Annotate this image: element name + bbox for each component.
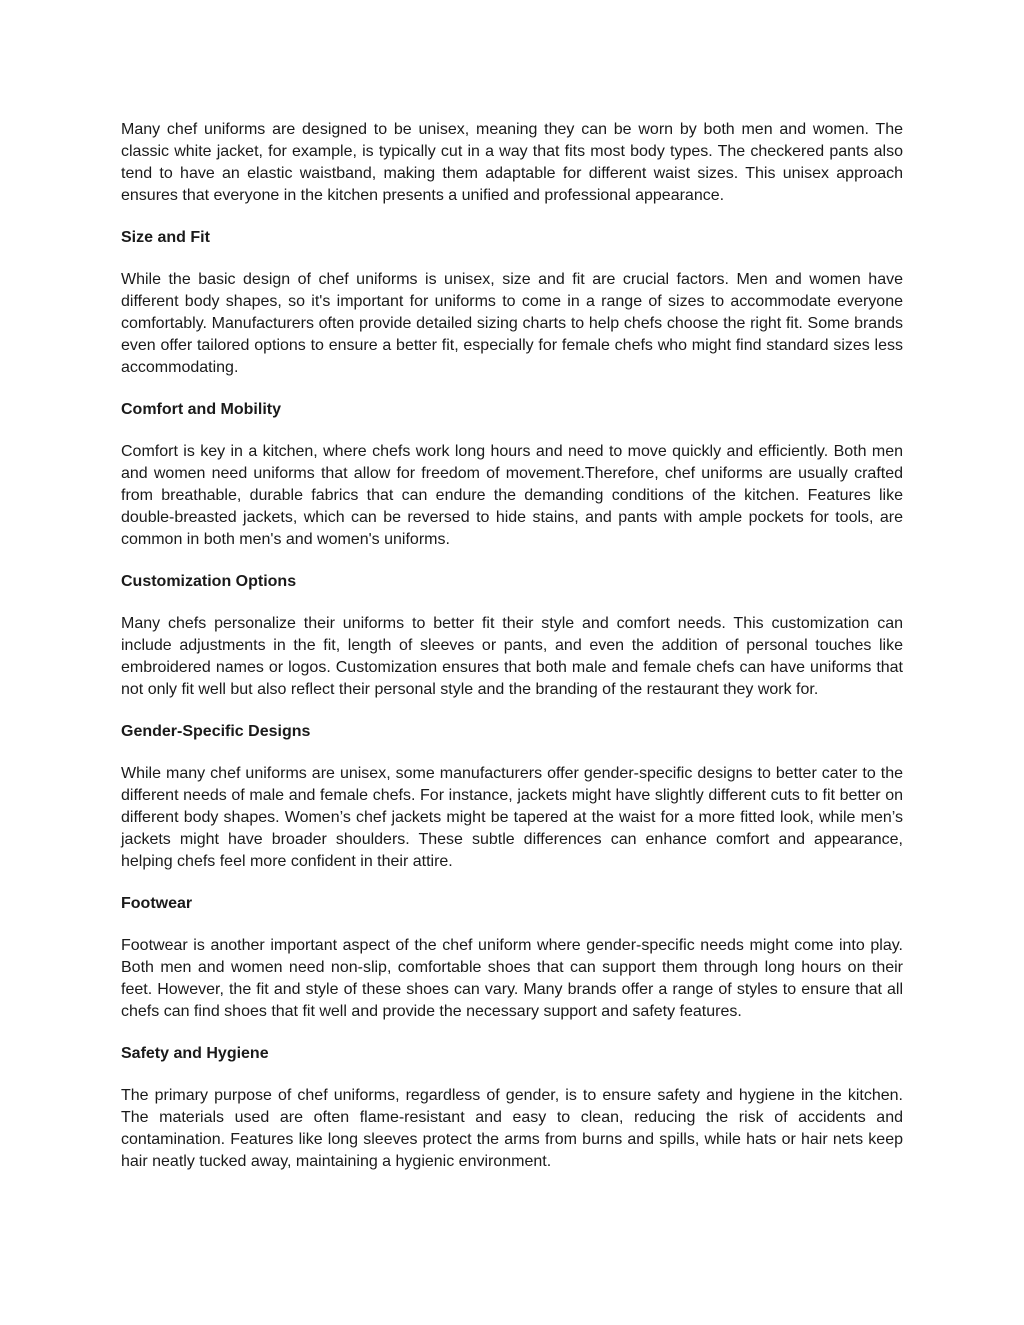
- section-heading-comfort-and-mobility: Comfort and Mobility: [121, 401, 281, 418]
- section-heading-size-and-fit: Size and Fit: [121, 229, 210, 246]
- section-body-footwear: Footwear is another important aspect of the chef uniform where gender-specific needs might come into play. Both men and women need non-slip, comfortable shoes that can support them through long hours on their feet. However, the fit and style of these shoes can vary. Many brands offer a range of styles to ensure that all chefs can find shoes that fit well and provide the necessary support and safety features.: [121, 937, 903, 1020]
- section-body-size-and-fit: While the basic design of chef uniforms is unisex, size and fit are crucial factors. Men and women have different body shapes, so it's important for uniforms to come in a range of sizes to accommodate everyone comfortably. Manufacturers often provide detailed sizing charts to help chefs choose the right fit. Some brands even offer tailored options to ensure a better fit, especially for female chefs who might find standard sizes less accommodating.: [121, 271, 903, 376]
- section-heading-customization-options: Customization Options: [121, 573, 297, 590]
- document-page: [121, 119, 903, 1193]
- section-heading-footwear: Footwear: [121, 895, 193, 912]
- section-body-customization-options: Many chefs personalize their uniforms to better fit their style and comfort needs. This customization can include adjustments in the fit, length of sleeves or pants, and even the addition of personal touches like embroidered names or logos. Customization ensures that both male and female chefs can have uniforms that not only fit well but also reflect their personal style and the branding of the restaurant they work for.: [121, 615, 903, 698]
- section-heading-gender-specific-designs: Gender-Specific Designs: [121, 723, 311, 740]
- section-body-gender-specific-designs: While many chef uniforms are unisex, some manufacturers offer gender-specific designs to better cater to the different needs of male and female chefs. For instance, jackets might have slightly different cuts to fit better on different body shapes. Women’s chef jackets might be tapered at the waist for a more fitted look, while men’s jackets might have broader shoulders. These subtle differences can enhance comfort and appearance, helping chefs feel more confident in their attire.: [121, 765, 903, 870]
- intro-paragraph: Many chef uniforms are designed to be unisex, meaning they can be worn by both men and women. The classic white jacket, for example, is typically cut in a way that fits most body types. The checkered pants also tend to have an elastic waistband, making them adaptable for different waist sizes. This unisex approach ensures that everyone in the kitchen presents a unified and professional appearance.: [121, 121, 903, 204]
- section-body-comfort-and-mobility: Comfort is key in a kitchen, where chefs work long hours and need to move quickly and efficiently. Both men and women need uniforms that allow for freedom of movement.Therefore, chef uniforms are usually crafted from breathable, durable fabrics that can endure the demanding conditions of the kitchen. Features like double-breasted jackets, which can be reversed to hide stains, and pants with ample pockets for tools, are common in both men's and women's uniforms.: [121, 443, 903, 548]
- section-heading-safety-and-hygiene: Safety and Hygiene: [121, 1045, 269, 1062]
- section-body-safety-and-hygiene: The primary purpose of chef uniforms, regardless of gender, is to ensure safety and hygiene in the kitchen. The materials used are often flame-resistant and easy to clean, reducing the risk of accidents and contamination. Features like long sleeves protect the arms from burns and spills, while hats or hair nets keep hair neatly tucked away, maintaining a hygienic environment.: [121, 1087, 903, 1170]
